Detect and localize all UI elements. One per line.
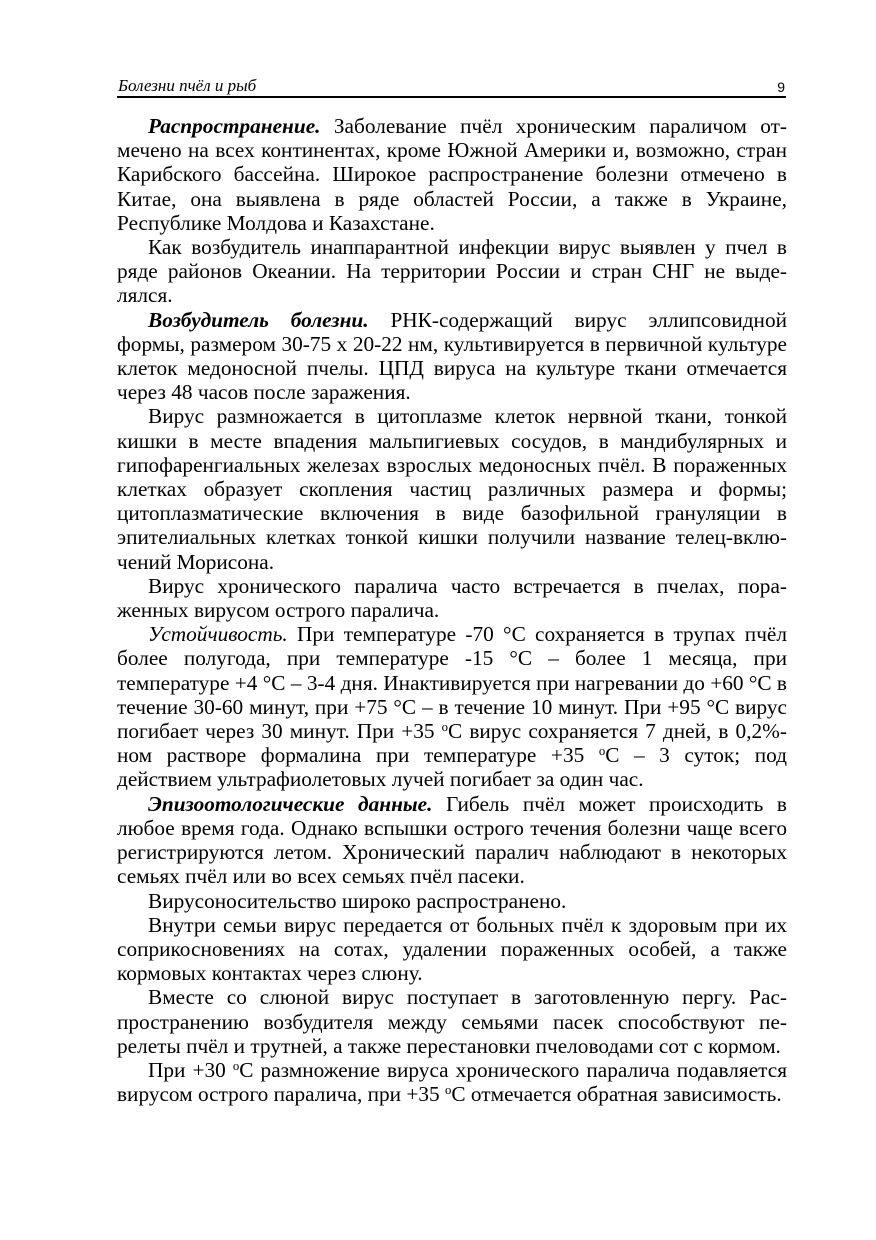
paragraph-text: Внутри семьи вирус передается от больных пчёл к здоровым при их соприкосновениях на сотах, удалении пораженных особей, а также кормовых контактах через слюну. bbox=[117, 912, 787, 986]
paragraph-text: С – 3 суток; под действием ультрафиолетовых лучей погибает за один час. bbox=[117, 743, 787, 792]
section-lead-distribution: Распространение. bbox=[148, 114, 321, 138]
paragraph-text: Заболевание пчёл хроническим параличом отмечено на всех континентах, кроме Южной Америки и, возможно, стран Карибского бассейна. Широкое распространение болезни отмечено в Китае, она выявлена в ряде областей России, а также в Украине, Республике Молдова и Казахстане. bbox=[117, 114, 787, 235]
paragraph-spread bbox=[117, 985, 787, 1058]
running-header bbox=[117, 76, 786, 98]
paragraph-epizootology bbox=[117, 792, 787, 889]
section-lead-resistance: Устойчивость. bbox=[148, 622, 288, 647]
paragraph-inapparent-infection bbox=[117, 235, 787, 308]
degree-superscript: о bbox=[441, 720, 449, 735]
paragraph-text: Вирус размножается в цитоплазме клеток нервной ткани, тонкой кишки в месте впадения мальпигиевых сосудов, в мандибулярных и гипофаренгиальных железах взрослых медоносных пчёл. В пораженных клетках образует скопления частиц различных размера и формы; цитоплазматические включения в виде базофильной грануляции в эпителиальных клетках тонкой кишки получили название телец-включений Морисона. bbox=[117, 404, 787, 574]
page-number: 9 bbox=[777, 79, 785, 95]
degree-superscript: о bbox=[445, 1083, 452, 1098]
paragraph-coinfection bbox=[117, 574, 787, 622]
section-lead-pathogen: Возбудитель болезни. bbox=[148, 307, 369, 332]
paragraph-text: С вирус сохраняется 7 дней, в 0,2%-ном растворе формалина при температуре +35 bbox=[117, 719, 787, 768]
paragraph-temperature bbox=[117, 1058, 787, 1106]
paragraph-distribution bbox=[117, 114, 787, 235]
paragraph-carriage bbox=[117, 889, 787, 913]
paragraph-text: Как возбудитель инаппарантной инфекции вирус выявлен у пчел в ряде районов Океании. На территории России и стран СНГ не выделялся. bbox=[117, 235, 787, 308]
running-title: Болезни пчёл и рыб bbox=[118, 76, 257, 95]
paragraph-pathogen bbox=[117, 308, 787, 405]
paragraph-text: При температуре -70 °С сохраняется в трупах пчёл более полугода, при температуре -15 °С – более 1 месяца, при температуре +4 °С – 3-4 дня. Инактивируется при нагревании до +60 °С в течение 30-60 минут, при +75 °С – в течение 10 минут. При +95 °С вирус погибает через 30 минут. При +35 bbox=[117, 622, 787, 744]
paragraph-text: Вместе со слюной вирус поступает в заготовленную пергу. Распространению возбудителя между семьями пасек способствуют перелеты пчёл и трутней, а также перестановки пчеловодами сот с кормом. bbox=[117, 985, 787, 1058]
paragraph-text: С размножение вируса хронического паралича подавляется вирусом острого паралича, при +35 bbox=[117, 1057, 787, 1107]
section-lead-epizootology: Эпизоотологические данные. bbox=[148, 791, 433, 816]
degree-superscript: о bbox=[232, 1058, 240, 1073]
paragraph-text: Вирус хронического паралича часто встречается в пчелах, пораженных вирусом острого паралича. bbox=[117, 573, 787, 623]
paragraph-transmission bbox=[117, 913, 787, 986]
paragraph-text: Вирусоносительство широко распространено. bbox=[148, 888, 567, 913]
paragraph-text: С отмечается обратная зависимость. bbox=[451, 1082, 782, 1107]
paragraph-text: При +30 bbox=[148, 1057, 233, 1082]
body-text bbox=[117, 114, 787, 1106]
degree-superscript: о bbox=[598, 744, 606, 759]
paragraph-replication bbox=[117, 404, 787, 573]
paragraph-text: РНК-содержащий вирус эллипсовидной формы, размером 30-75 х 20-22 нм, культивируется в первичной культуре клеток медоносной пчелы. ЦПД вируса на культуре ткани отмечается через 48 часов после заражения. bbox=[117, 307, 787, 405]
paragraph-text: Гибель пчёл может происходить в любое время года. Однако вспышки острого течения болезни чаще всего регистрируются летом. Хронический паралич наблюдают в некоторых семьях пчёл или во всех семьях пчёл пасеки. bbox=[117, 791, 787, 889]
paragraph-resistance bbox=[117, 622, 787, 791]
